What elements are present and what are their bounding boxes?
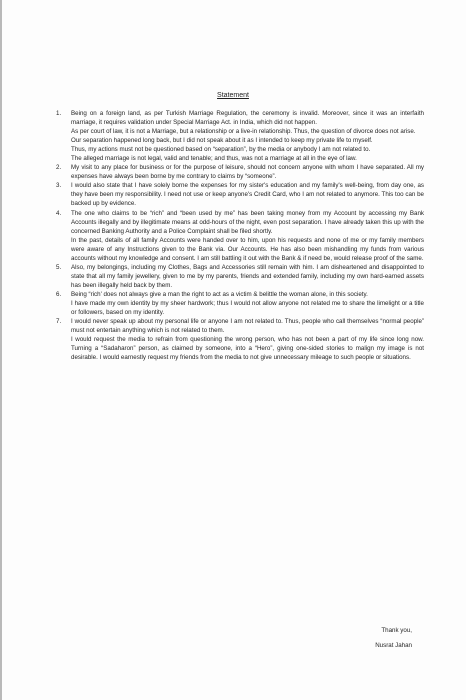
item-paragraph: I would request the media to refrain from questioning the wrong person, who has not been a part of my life since long now. Turning a “Sadaharon” person, as claimed by someone, into a “Hero”, giving one-sided stories to malign my image is not desirable. I would earnestly request my friends from the media to not give unnecessary mileage to such people or situations.: [71, 336, 424, 362]
signatory-name: Nusrat Jahan: [375, 642, 412, 649]
list-item: [56, 209, 424, 263]
item-paragraph: My visit to any place for business or for the purpose of leisure, should not concern anyone with whom I have separated. All my expenses have always been borne by me contrary to claims by “someone”.: [71, 164, 424, 181]
item-number: 4.: [56, 209, 62, 217]
item-paragraph: I would also state that I have solely borne the expenses for my sister's education and my family's well-being, from day one, as they have been my responsibility. I need not use or keep anyone's Credit Card, who I am not related to anymore. This too can be backed up by evidence.: [71, 182, 424, 208]
closing-thanks: Thank you,: [381, 627, 412, 634]
list-item: [56, 317, 424, 362]
item-paragraph: Being on a foreign land, as per Turkish Marriage Regulation, the ceremony is invalid. Moreover, since it was an interfaith marriage, it requires validation under Special Marriage Act. in India, which did not happen.: [71, 110, 424, 127]
item-paragraph: In the past, details of all family Accounts were handed over to him, upon his requests and none of me or my family members were aware of any Instructions given to the Bank via. Our Accounts. He has also been mishandling my funds from various accounts without my knowledge and consent. I am still battling it out with the Bank & if need be, would release proof of the same.: [71, 236, 424, 262]
item-paragraph: The one who claims to be “rich” and “been used by me” has been taking money from my Account by accessing my Bank Accounts illegally and by illegitimate means at odd-hours of the night, even post separation. I have already taken this up with the concerned Banking Authority and a Police Complaint shall be filed shortly.: [71, 209, 424, 235]
item-paragraph: Also, my belongings, including my Clothes, Bags and Accessories still remain with him. I am disheartened and disappointed to state that all my family jewellery, given to me by my parents, friends and extended family, including my own hard-earned assets has been illegally held back by them.: [71, 263, 424, 289]
page-edge: [0, 0, 2, 700]
list-item: [56, 181, 424, 208]
list-item: [56, 109, 424, 163]
item-paragraph: Being “rich' does not always give a man the right to act as a victim & belittle the woman alone, in this society.: [71, 290, 368, 298]
item-number: 7.: [56, 318, 62, 326]
item-paragraph: I would never speak up about my personal life or anyone I am not related to. Thus, people who call themselves “normal people” must not entertain anything which is not related to them.: [71, 318, 424, 335]
item-number: 5.: [56, 263, 62, 271]
list-item: [56, 163, 424, 181]
item-paragraph: The alleged marriage is not legal, valid and tenable; and thus, was not a marriage at all in the eye of law.: [71, 155, 357, 163]
item-number: 6.: [56, 290, 62, 298]
statement-heading: Statement: [217, 92, 249, 99]
item-number: 3.: [56, 182, 62, 190]
statement-body: [56, 109, 424, 362]
item-paragraph: Thus, my actions must not be questioned based on “separation”, by the media or anybody I am not related to.: [71, 146, 371, 154]
list-item: [56, 290, 424, 317]
item-paragraph: Our separation happened long back, but I did not speak about it as I intended to keep my private life to myself.: [71, 137, 373, 145]
item-number: 2.: [56, 164, 62, 172]
item-paragraph: As per court of law, it is not a Marriage, but a relationship or a live-in relationship. Thus, the question of divorce does not arise.: [71, 128, 416, 136]
item-paragraph: I have made my own identity by my sheer hardwork; thus I would not allow anyone not related me to share the limelight or a title or followers, based on my identity.: [71, 299, 424, 317]
item-number: 1.: [56, 110, 62, 117]
list-item: [56, 263, 424, 290]
